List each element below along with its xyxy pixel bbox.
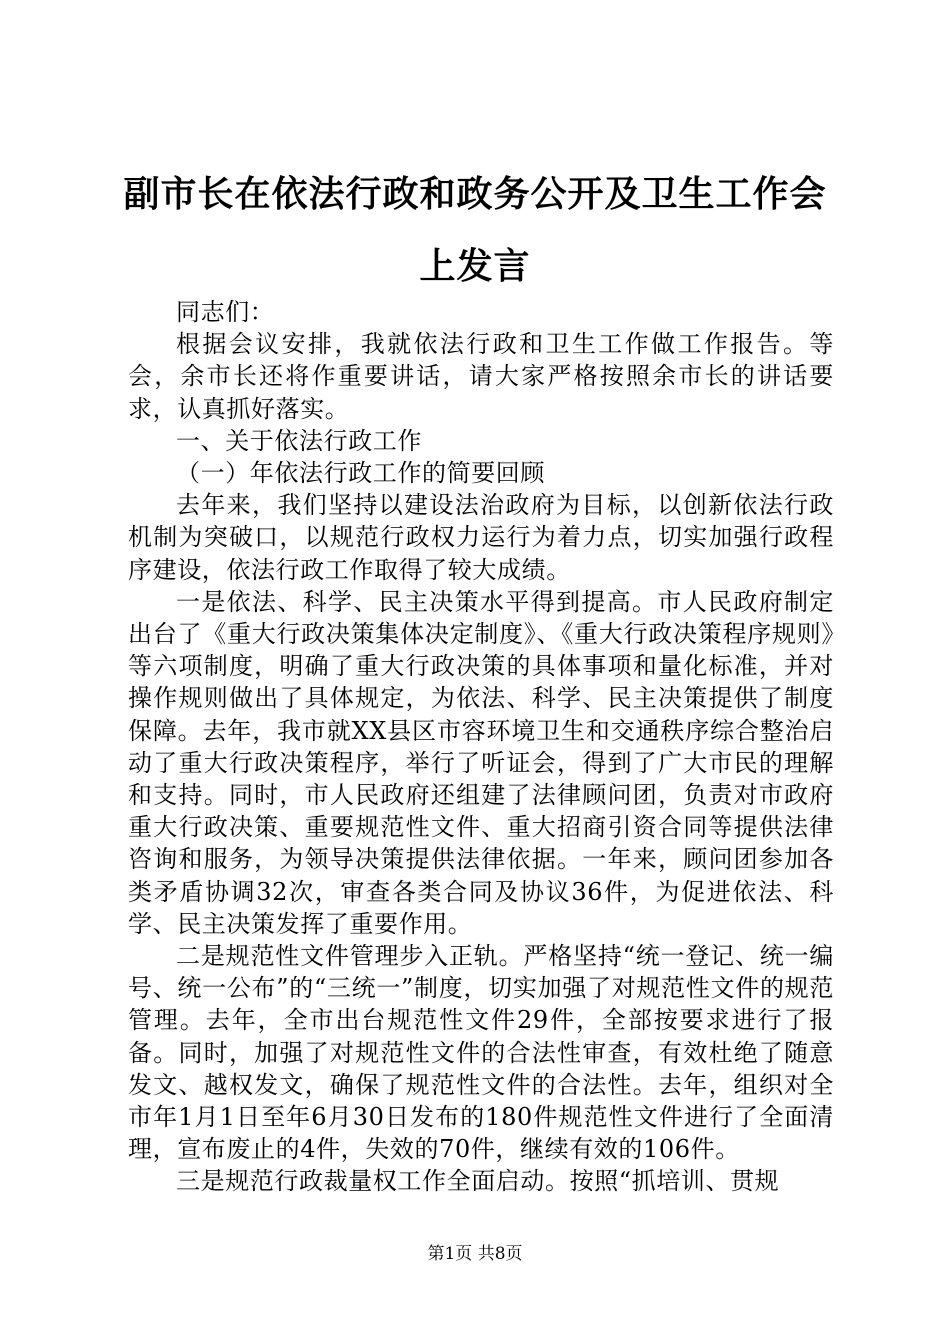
paragraph-normative-documents: 二是规范性文件管理步入正轨。严格坚持“统一登记、统一编号、统一公布”的“三统一”制度，切实加强了对规范性文件的规范管理。去年，全市出台规范性文件29件，全部按要求进行了报备。同时，加强了对规范性文件的合法性审查，有效杜绝了随意发文、越权发文，确保了规范性文件的合法性。去年，组织对全市年1月1日至年6月30日发布的180件规范性文件进行了全面清理，宣布废止的4件，失效的70件，继续有效的106件。	[128, 942, 834, 1164]
paragraph-discretion: 三是规范行政裁量权工作全面启动。按照“抓培训、贯规	[176, 1167, 780, 1196]
section-heading: 一、关于依法行政工作	[176, 426, 422, 455]
page-number-footer: 第1页 共8页	[427, 1244, 523, 1264]
salutation: 同志们：	[176, 298, 275, 326]
paragraph-review: 去年来，我们坚持以建设法治政府为目标，以创新依法行政机制为突破口，以规范行政权力运行为着力点，切实加强行政程序建设，依法行政工作取得了较大成绩。	[128, 491, 834, 584]
subsection-heading: （一）年依法行政工作的简要回顾	[176, 459, 545, 488]
document-title: 副市长在依法行政和政务公开及卫生工作会上发言	[123, 173, 827, 287]
paragraph-decision-making: 一是依法、科学、民主决策水平得到提高。市人民政府制定出台了《重大行政决策集体决定制度》、《重大行政决策程序规则》等六项制度，明确了重大行政决策的具体事项和量化标准，并对操作规则做出了具体规定，为依法、科学、民主决策提供了制度保障。去年，我市就XX县区市容环境卫生和交通秩序综合整治启动了重大行政决策程序，举行了听证会，得到了广大市民的理解和支持。同时，市人民政府还组建了法律顾问团，负责对市政府重大行政决策、重要规范性文件、重大招商引资合同等提供法律咨询和服务，为领导决策提供法律依据。一年来，顾问团参加各类矛盾协调32次，审查各类合同及协议36件，为促进依法、科学、民主决策发挥了重要作用。	[128, 587, 834, 938]
document-body	[128, 296, 834, 1198]
paragraph-intro: 根据会议安排，我就依法行政和卫生工作做工作报告。等会，余市长还将作重要讲话，请大家严格按照余市长的讲话要求，认真抓好落实。	[128, 330, 834, 423]
